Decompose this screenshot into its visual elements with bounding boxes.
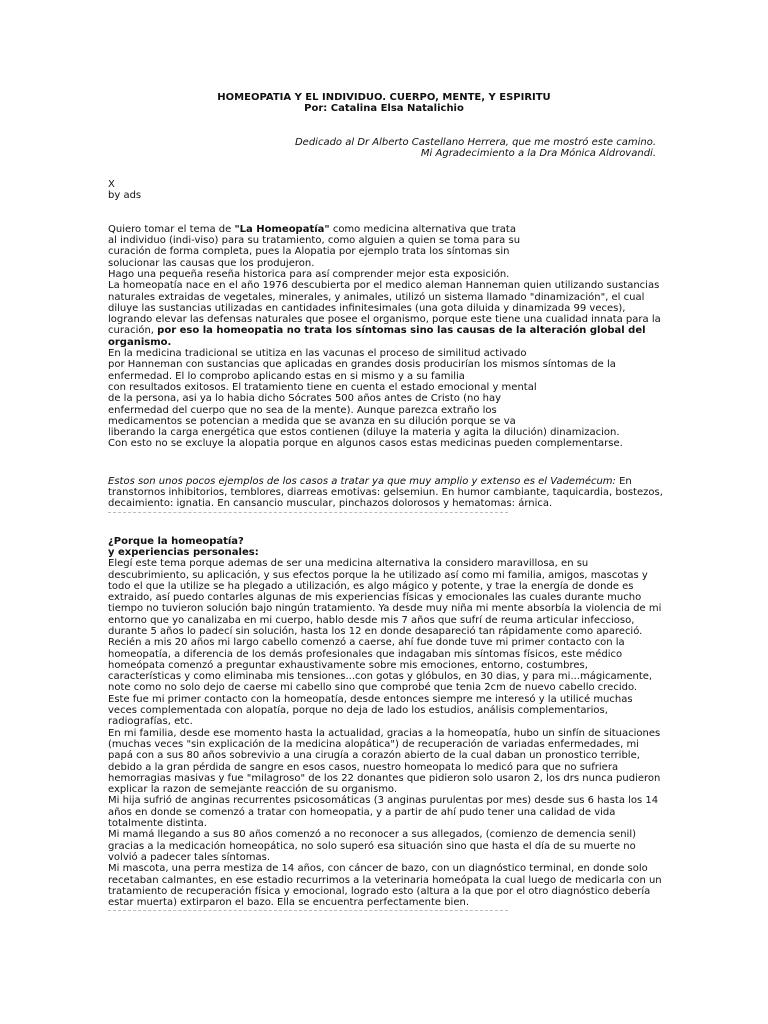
bold-statement: por eso la homeopatia no trata los síntomas sino las causas de la alteración global del organismo. [108, 325, 646, 348]
section-experiences [108, 536, 664, 912]
paragraph-line: solucionar las causas que los produjeron. [108, 257, 315, 269]
paragraph-line: curación de forma completa, pues la Alopatia por ejemplo trata los síntomas sin [108, 246, 510, 258]
paragraph-line: con resultados exitosos. El tratamiento tiene en cuenta el estado emocional y mental [108, 381, 537, 393]
intro-block [108, 179, 664, 202]
dedication-line-1: Dedicado al Dr Alberto Castellano Herrera, que me mostró este camino. [294, 136, 656, 148]
paragraph: Mi mascota, una perra mestiza de 14 años, con cáncer de bazo, con un diagnóstico terminal, en donde solo recetaban calmantes, en ese estadio recurrimos a la veterinaria homeópata la cual luego de medicarla con un tratamiento de recuperación física y emocional, logrado esto (altura a la que por el otro diagnóstico debería estar muerta) extirparon el bazo. Ella se encuentra perfectamente bien. [108, 863, 662, 909]
paragraph: En mi familia, desde ese momento hasta la actualidad, gracias a la homeopatía, hubo un sinfín de situaciones (muchas veces "sin explicación de la medicina alopática") de recuperación de variadas enfermedades, mi papá con a sus 80 años sobrevivio a una cirugía a corazón abierto de la cual daban un pronostico terrible, debido a la gran pérdida de sangre en esos casos, nuestro homeopata lo medicó para que no sufriera hemorragias masivas y fue "milagroso" de los 22 donantes que pidieron solo usaron 2, los drs nunca pudieron explicar la razon de semejante reacción de su organismo. [108, 727, 661, 796]
section-examples [108, 476, 664, 513]
text-span: curación, [108, 325, 158, 337]
text-span: En transtornos inhibitorios, temblores, diarreas emotivas: gelsemiun. En humor cambiante, taquicardia, bostezos, decaimiento: ignatia. En cansancio muscular, pinchazos dolorosos y hematomas: árnica. [108, 475, 663, 510]
paragraph: Mi mamá llegando a sus 80 años comenzó a no reconocer a sus allegados, (comienzo de demencia senil) gracias a la medicación homeopática, no solo superó esa situación sino que hasta el día de su muerte no volvió a padecer tales síntomas. [108, 829, 636, 863]
document-author: Por: Catalina Elsa Natalichio [304, 103, 464, 115]
paragraph-line: La homeopatía nace en el año 1976 descubierta por el medico aleman Hanneman quien utilizando sustancias naturales extraidas de vegetales, minerales, y animales, utilizó un sistema llamado "dinamización", el cual diluye las sustancias utilizadas en cantidades infinitesimales (una gota diluida y dinamizada 99 veces), logrando elevar las defensas naturales que posee el organismo, porque este tiene una cualidad innata para la [108, 280, 661, 326]
paragraph-line: Con esto no se excluye la alopatia porque en algunos casos estas medicinas pueden complementarse. [108, 438, 623, 450]
paragraph: Este fue mi primer contacto con la homeopatía, desde entonces siempre me interesó y la utilicé muchas veces complementada con alopatía, porque no deja de lado los estudios, análisis complementarios, radiografías, etc. [108, 693, 633, 728]
paragraph-line: liberando la carga energética que estos contienen (diluye la materia y agita la dilución) dinamizacion. [108, 427, 620, 439]
section-homeopatia-intro [108, 224, 664, 450]
section-heading [108, 536, 664, 547]
text-span: Quiero tomar el tema de [108, 223, 235, 235]
paragraph: Elegí este tema porque ademas de ser una medicina alternativa la considero maravillosa, en su descubrimiento, su aplicación, y sus efectos porque la he utilizado así como mi familia, amigos, mascotas y todo el que la utilize se ha plegado a utilización, es algo mágico y potente, y trae la energía de donde es extraido, así puedo contarles algunas de mis experiencias físicas y emocionales las cuales durante mucho tiempo no tuvieron solución bajo ningún tratamiento. Ya desde muy niña mi mente absorbía la violencia de mi entorno que yo canalizaba en mi cuerpo, hablo desde mis 7 años que sufrí de reuma articular infeccioso, durante 5 años lo padecí sin solución, hasta los 12 en donde desapareció tan rápidamente como apareció. Recién a mis 20 años mi largo cabello comenzó a caerse, ahí fue donde tuve mi primer contacto con la homeopatía, a diferencia de los demás profesionales que indagaban mis síntomas físicos, este médico homeópata comenzó a preguntar exhaustivamente sobre mis emociones, entorno, costumbres, características y como eliminaba mis tensiones...con gotas y glóbulos, en 30 dias, y para mi...mágicamente, note como no solo dejo de caerse mi cabello sino que comprobé que tenia 2cm de nuevo cabello crecido. [108, 558, 662, 694]
paragraph-line: de la persona, asi ya lo habia dicho Sócrates 500 años antes de Cristo (no hay [108, 393, 502, 405]
dedication-line-2: Mi Agradecimiento a la Dra Mónica Aldrovandi. [420, 147, 656, 159]
italic-intro: Estos son unos pocos ejemplos de los casos a tratar ya que muy amplio y extenso es el Vademécum: [108, 475, 616, 487]
section-subheading [108, 547, 664, 558]
text-span: como medicina alternativa que trata [329, 223, 516, 235]
document-title: HOMEOPATIA Y EL INDIVIDUO. CUERPO, MENTE, Y ESPIRITU [217, 92, 551, 103]
dedication-block [108, 137, 656, 160]
paragraph: Mi hija sufrió de anginas recurrentes psicosomáticas (3 anginas purulentas por mes) desde sus 6 hasta los 14 años en donde se comenzó a tratar con homeopatia, y a partir de ahí pudo tener una calidad de vida totalmente distinta. [108, 795, 659, 830]
heading-text: y experiencias personales: [108, 546, 259, 558]
intro-by: by ads [108, 190, 142, 202]
paragraph-line: En la medicina tradicional se utitiza en las vacunas el proceso de similitud activado [108, 348, 527, 360]
paragraph-line: medicamentos se potencian a medida que se avanza en su dilución porque se va [108, 415, 516, 427]
paragraph-line [108, 325, 664, 348]
bold-term: "La Homeopatía" [234, 223, 330, 235]
examples-paragraph [108, 476, 664, 510]
heading-text: ¿Porque la homeopatía? [108, 535, 244, 547]
document-title-block [104, 92, 664, 115]
paragraph-line: por Hanneman con sustancias que aplicadas en grandes dosis producirían los mismos síntomas de la enfermedad. El lo comprobo aplicando estas en si mismo y a su familia [108, 359, 616, 382]
document-page [108, 0, 664, 911]
divider [108, 910, 508, 911]
intro-x: X [108, 179, 115, 191]
paragraph-line [108, 224, 664, 235]
paragraph-line: Hago una pequeña reseña historica para así comprender mejor esta exposición. [108, 268, 510, 280]
paragraph-line: enfermedad del cuerpo que no sea de la mente). Aunque parezca extraño los [108, 404, 497, 416]
paragraph-line: al individuo (indi-viso) para su tratamiento, como alguien a quien se toma para su [108, 235, 521, 247]
